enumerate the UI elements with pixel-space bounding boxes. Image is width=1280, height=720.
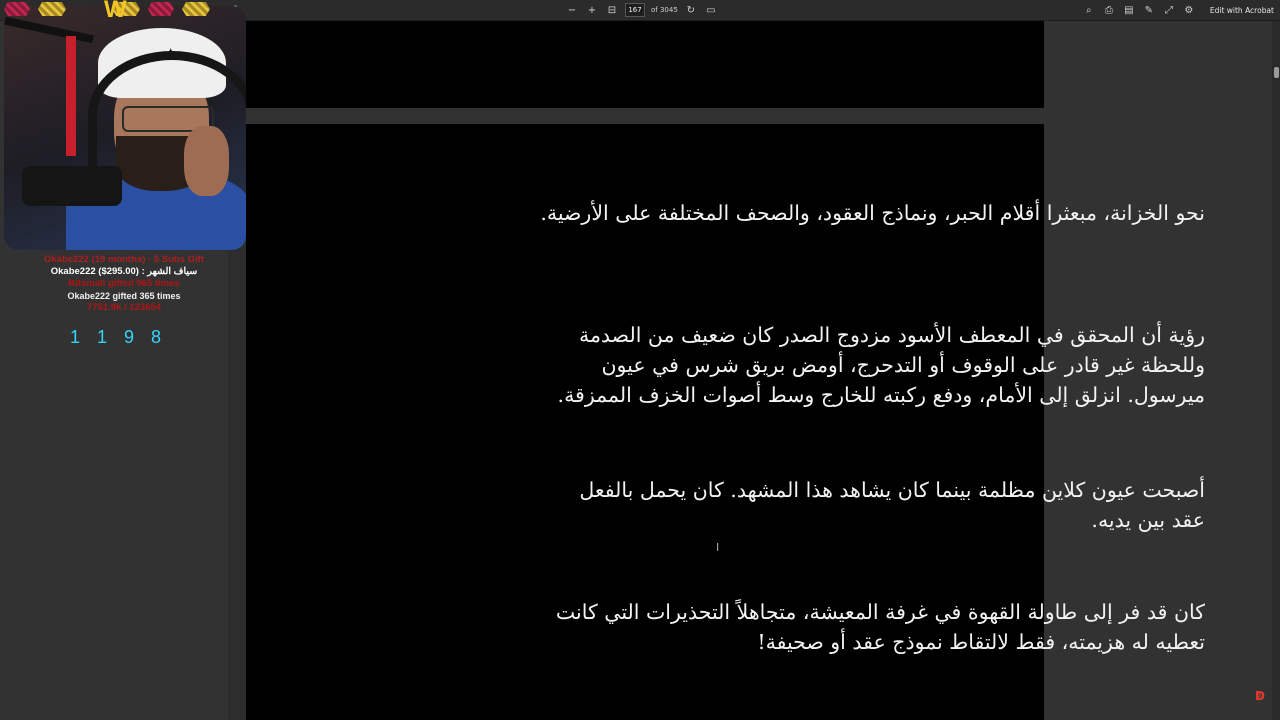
paragraph-1: نحو الخزانة، مبعثرا أقلام الحبر، ونماذج العقود، والصحف المختلفة على الأرضية. <box>540 201 1205 225</box>
zoom-out-icon[interactable]: − <box>567 4 577 16</box>
paragraph-2: رؤية أن المحقق في المعطف الأسود مزدوج الصدر كان ضعيف من الصدمة وللحظة غير قادر على الوقوف أو التدحرج، أومض بريق شرس في عيون ميرسول. انزلق إلى الأمام، ودفع ركبته للخارج وسط أصوات الخزف الممزقة. <box>557 323 1205 407</box>
text-cursor-icon: I <box>716 541 720 554</box>
counter-digit: 8 <box>151 327 162 347</box>
mic-stand <box>66 36 76 156</box>
page-navigation <box>565 2 718 18</box>
counter-digit: 1 <box>70 327 81 347</box>
page-total: of 3045 <box>651 6 678 14</box>
gear-icon[interactable]: ⚙ <box>1184 4 1194 16</box>
badge-red-icon <box>4 2 30 16</box>
alert-line: Okabe222 gifted 365 times <box>67 291 181 301</box>
alert-line: Okabe222 (19 months) · 5 Subs Gift <box>44 254 204 265</box>
page-number-input[interactable] <box>625 3 645 17</box>
highlight-icon[interactable]: ✎ <box>1144 4 1154 16</box>
counter-digit: 9 <box>124 327 135 347</box>
expand-icon[interactable]: ⤢ <box>1164 4 1173 16</box>
badge-gold-icon <box>38 2 66 16</box>
scrollbar-thumb[interactable] <box>1274 67 1279 78</box>
search-icon[interactable]: ⌕ <box>1086 4 1092 16</box>
mic-arm <box>4 17 94 44</box>
paragraph-4: كان قد فر إلى طاولة القهوة في غرفة المعيشة، متجاهلاً التحذيرات التي كانت تعطيه له هزيمته، فقط لالتقاط نموذج عقد أو صحيفة! <box>555 600 1205 654</box>
zoom-in-icon[interactable]: + <box>587 4 597 16</box>
sub-counter <box>70 327 161 348</box>
jumpman-logo-icon: ✦ <box>164 44 178 63</box>
alert-line: 7751.9k / 123654 <box>87 302 161 313</box>
microphone <box>22 166 122 206</box>
page-view-icon[interactable]: ▭ <box>706 4 716 16</box>
toolbar-actions <box>1082 2 1274 18</box>
acrobat-icon[interactable]: ↁ <box>1255 689 1265 703</box>
badge-red-icon <box>148 2 174 16</box>
badge-gold-icon <box>182 2 210 16</box>
stream-alerts <box>0 254 248 314</box>
stream-overlay <box>0 0 248 720</box>
print-icon[interactable]: ⎙ <box>1104 4 1113 16</box>
save-icon[interactable]: ▤ <box>1124 4 1134 16</box>
rotate-icon[interactable]: ↻ <box>686 4 695 16</box>
scrollbar-track[interactable] <box>1272 21 1280 720</box>
pdf-page-previous <box>228 21 1044 108</box>
alert-line: Okabe222 ($295.00) : سياف الشهر <box>50 266 198 277</box>
webcam-feed <box>4 6 246 250</box>
paragraph-3: أصبحت عيون كلاين مظلمة بينما كان يشاهد هذا المشهد. كان يحمل بالفعل عقد بين يديه. <box>579 478 1205 532</box>
alert-line: Bitsmall gifted 965 times <box>68 278 180 289</box>
counter-digit: 1 <box>97 327 108 347</box>
fit-page-icon[interactable]: ⊟ <box>607 4 617 16</box>
edit-with-acrobat-button[interactable]: Edit with Acrobat <box>1209 5 1274 15</box>
channel-logo: W <box>104 0 127 23</box>
streamer-hand <box>184 126 229 196</box>
